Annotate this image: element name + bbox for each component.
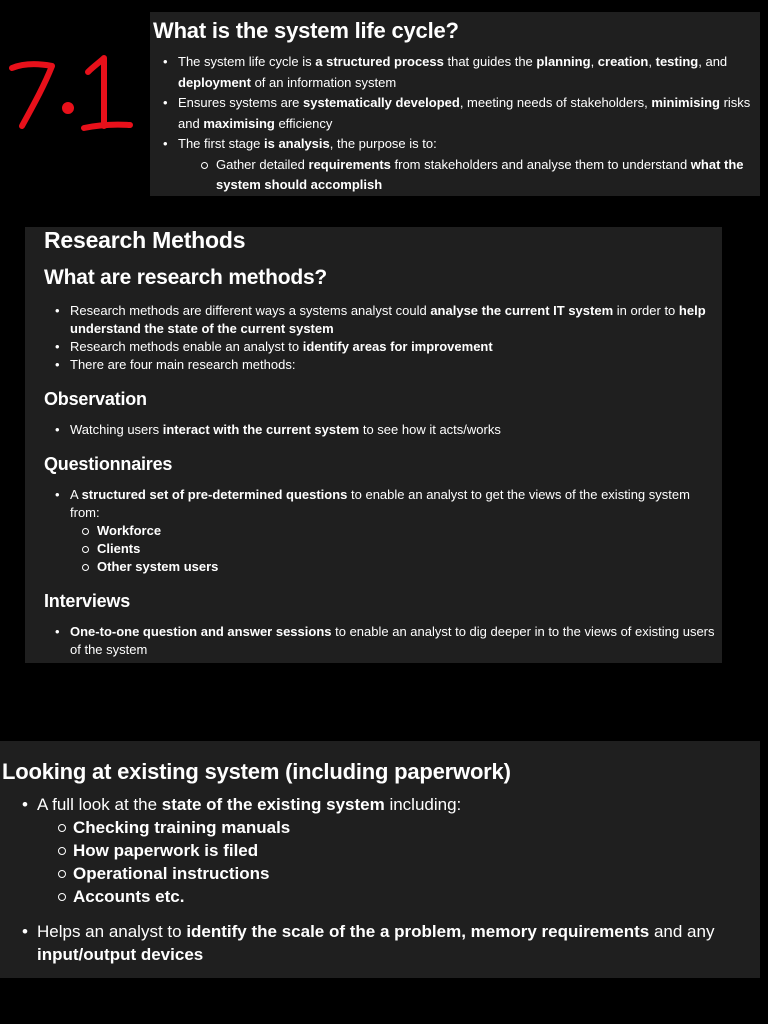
text: including: [384, 795, 462, 814]
text: Research methods are different ways a systems analyst could [70, 303, 431, 318]
bullet-list [70, 623, 722, 659]
section-title: Looking at existing system (including paperwork) [2, 759, 511, 784]
list-item [70, 486, 722, 576]
list-item [97, 522, 722, 540]
text: Ensures systems are [178, 95, 303, 110]
bold-text: One-to-one question and answer sessions [70, 624, 332, 639]
sub-list [97, 522, 722, 576]
handwritten-7-1-drawing [12, 58, 130, 128]
text: A [70, 487, 82, 502]
list-item [97, 540, 722, 558]
text: to enable an analyst to dig deeper in to the views of existing users of the system [70, 624, 715, 657]
bold-text: input/output devices [37, 945, 204, 964]
text: Helps an analyst to [37, 922, 187, 941]
text: to enable an analyst to get the views of the existing system from: [70, 487, 690, 520]
list-item [178, 134, 760, 196]
bold-text: deployment [178, 74, 251, 90]
bold-text: How paperwork is filed [73, 841, 259, 860]
bold-text: testing [655, 54, 699, 69]
bold-text: structured set of pre-determined questions [81, 487, 348, 502]
list-item [73, 862, 760, 885]
handwritten-annotation [6, 52, 136, 134]
text: The first stage [178, 136, 264, 151]
questionnaires-heading: Questionnaires [44, 454, 173, 474]
list-item [37, 793, 760, 908]
text: Watching users [70, 422, 163, 437]
list-item [70, 421, 722, 439]
sub-list [73, 816, 760, 908]
system-life-cycle-panel [150, 12, 760, 196]
text: from stakeholders and analyse them to understand [390, 156, 691, 172]
text: The system life cycle is [178, 54, 316, 69]
list-item [97, 558, 722, 576]
bold-text: state of the existing system [161, 795, 385, 814]
bold-text: Operational instructions [73, 864, 270, 883]
bold-text: requirements [308, 156, 391, 172]
sub-list [216, 155, 760, 196]
interviews-heading: Interviews [44, 591, 131, 611]
text: There are four main research methods: [70, 357, 296, 372]
observation-heading: Observation [44, 389, 147, 409]
text: Research methods enable an analyst to [70, 339, 303, 354]
list-item [216, 155, 760, 196]
list-item [70, 338, 722, 356]
bold-text: maximising [203, 115, 275, 131]
section-title: Research Methods [44, 227, 246, 253]
existing-system-panel [0, 741, 760, 978]
list-item [70, 302, 722, 338]
bold-text: Other system users [97, 559, 219, 574]
bold-text: creation [597, 54, 649, 69]
bold-text: a structured process [315, 54, 444, 69]
bullet-list [37, 793, 760, 966]
bold-text: planning [536, 54, 591, 69]
bullet-list [70, 486, 722, 576]
bold-text: identify areas for improvement [302, 339, 493, 354]
list-item [70, 623, 722, 659]
list-item [73, 885, 760, 908]
text: risks and [178, 95, 751, 131]
text: , the purpose is to: [329, 136, 437, 151]
text: to see how it acts/works [359, 422, 501, 437]
list-item [37, 920, 760, 966]
section-question: What are research methods? [44, 266, 328, 289]
list-item [178, 93, 760, 134]
bold-text: systematically developed [303, 95, 460, 110]
bold-text: analyse the current IT system [430, 303, 614, 318]
bullet-list [70, 421, 722, 439]
text: A full look at the [37, 795, 162, 814]
list-item [178, 52, 760, 93]
bullet-list [70, 302, 722, 374]
text: that guides the [443, 54, 537, 69]
list-item [73, 816, 760, 839]
bold-text: Workforce [97, 523, 162, 538]
section-title: What is the system life cycle? [153, 18, 459, 43]
bold-text: identify the scale of the a problem, memory requirements [186, 922, 650, 941]
bold-text: Checking training manuals [73, 818, 291, 837]
research-methods-panel [25, 227, 722, 663]
bold-text: minimising [651, 95, 720, 110]
text: in order to [613, 303, 679, 318]
text: , [590, 54, 598, 69]
list-item [70, 356, 722, 374]
text: and any [649, 922, 715, 941]
bold-text: Clients [97, 541, 141, 556]
text: , [648, 54, 656, 69]
text: , meeting needs of stakeholders, [459, 95, 652, 110]
bold-text: help understand the state of the current system [70, 303, 706, 336]
text: of an information system [250, 74, 397, 90]
list-item [73, 839, 760, 862]
text: , and [698, 54, 728, 69]
bold-text: Accounts etc. [73, 887, 185, 906]
bold-text: interact with the current system [162, 422, 360, 437]
bold-text: what the system should accomplish [216, 156, 744, 192]
text: efficiency [274, 115, 333, 131]
text: Gather detailed [216, 156, 309, 172]
bold-text: is analysis [263, 136, 330, 151]
bullet-list [178, 52, 760, 196]
